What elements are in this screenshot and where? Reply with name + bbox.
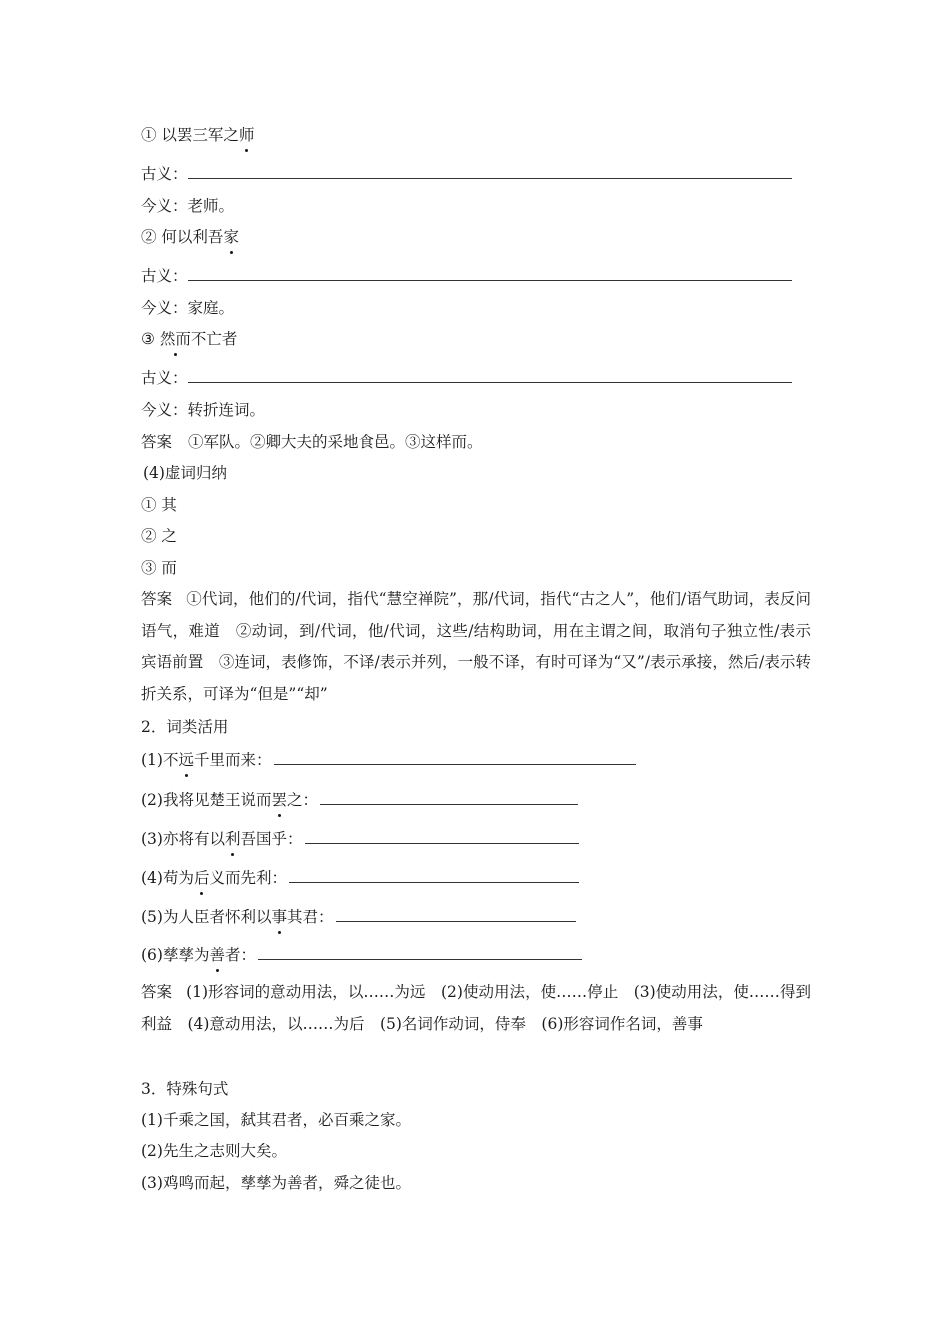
answer-1 — [141, 431, 483, 453]
answer-text: (1)形容词的意动用法，以……为远 (2)使动用法，使……停止 (3)使动用法，使……得到利益 (4)意动用法，以……为后 (5)名词作动词，侍奉 (6)形容词作名词，善事 — [141, 983, 811, 1033]
item-text: 者： — [224, 946, 256, 964]
answer-blank[interactable] — [274, 749, 636, 765]
usage-item-6 — [141, 944, 582, 966]
item-text: 其君： — [286, 908, 334, 926]
jin-label: 今义： — [141, 401, 188, 419]
jin-line-2 — [141, 297, 234, 319]
function-word-item: ③ 而 — [141, 559, 177, 577]
special-sentence: (2)先生之志则大矣。 — [141, 1142, 287, 1160]
function-word-item: ② 之 — [141, 527, 177, 545]
ancient-item-2 — [141, 226, 239, 248]
item-text: ③ — [141, 330, 160, 348]
emphasis-char: 师 — [238, 126, 255, 144]
usage-item-3 — [141, 828, 579, 850]
usage-item-2 — [141, 789, 578, 811]
gu-line-3 — [141, 367, 792, 389]
answer-blank[interactable] — [258, 944, 582, 960]
emphasis-char: 然而 — [159, 330, 191, 348]
function-word-item: ① 其 — [141, 496, 177, 514]
usage-item-4 — [141, 867, 579, 889]
item-text: (6)孳孳为 — [141, 946, 210, 964]
answer-text: ①军队。②卿大夫的采地食邑。③这样而。 — [188, 433, 483, 451]
jin-value: 家庭。 — [187, 299, 235, 317]
gu-line-1 — [141, 163, 792, 185]
jin-value: 转折连词。 — [187, 401, 266, 419]
item-text: 之： — [286, 791, 318, 809]
item-text: 不亡者 — [190, 330, 238, 348]
jin-line-3 — [141, 399, 265, 421]
answer-label: 答案 — [141, 983, 173, 1001]
item-text: (3)亦将有以 — [141, 830, 225, 848]
answer-2 — [141, 584, 811, 710]
jin-line-1 — [141, 195, 234, 217]
emphasis-char: 后 — [193, 869, 210, 887]
special-sentence: (1)千乘之国，弑其君者，必百乘之家。 — [141, 1111, 411, 1129]
answer-text: ①代词，他们的/代词，指代“慧空禅院”，那/代词，指代“古之人”，他们/语气助词，表反问语气，难道 ②动词，到/代词，他/代词，这些/结构助词，用在主谓之间，取消句子独立性/表示宾语前置 ③连词，表修饰，不译/表示并列，一般不译，有时可译为“又”/表示承接，然后/表示转折关系，可译为“但是”“却” — [141, 590, 811, 703]
item-text: (5)为人臣者怀利以 — [141, 908, 272, 926]
emphasis-char: 远 — [178, 751, 194, 769]
jin-label: 今义： — [141, 299, 188, 317]
emphasis-char: 利 — [224, 830, 241, 848]
item-text: (4)苟为 — [141, 869, 194, 887]
usage-item-1 — [141, 749, 636, 771]
usage-item-5 — [141, 906, 576, 928]
emphasis-char: 罢 — [271, 791, 287, 809]
item-text: (1)不 — [141, 751, 179, 769]
ancient-item-1 — [141, 124, 254, 146]
section-heading: 2．词类活用 — [141, 718, 229, 736]
answer-blank[interactable] — [336, 906, 576, 922]
answer-label: 答案 — [141, 433, 173, 451]
jin-value: 老师。 — [187, 197, 235, 215]
jin-label: 今义： — [141, 197, 188, 215]
answer-blank[interactable] — [305, 828, 579, 844]
gu-label: 古义： — [141, 165, 188, 183]
gu-line-2 — [141, 265, 792, 287]
answer-blank[interactable] — [289, 867, 579, 883]
answer-blank[interactable] — [188, 163, 792, 179]
gu-label: 古义： — [141, 267, 188, 285]
emphasis-char: 事 — [271, 908, 287, 926]
answer-3 — [141, 977, 811, 1040]
answer-label: 答案 — [141, 590, 173, 608]
section-heading: (4)虚词归纳 — [143, 464, 227, 482]
item-text: 千里而来： — [193, 751, 272, 769]
item-text: ② 何以利吾 — [141, 228, 224, 246]
answer-blank[interactable] — [188, 367, 792, 383]
item-text: (2)我将见楚王说而 — [141, 791, 272, 809]
gu-label: 古义： — [141, 369, 188, 387]
special-sentence: (3)鸡鸣而起，孳孳为善者，舜之徒也。 — [141, 1174, 411, 1192]
answer-blank[interactable] — [188, 265, 792, 281]
item-text: 吾国乎： — [240, 830, 303, 848]
item-text: 义而先利： — [209, 869, 287, 887]
answer-blank[interactable] — [320, 789, 578, 805]
ancient-item-3 — [141, 328, 237, 350]
emphasis-char: 善 — [209, 946, 225, 964]
emphasis-char: 家 — [223, 228, 239, 246]
item-text: ① 以罢三军之 — [141, 126, 239, 144]
section-heading: 3．特殊句式 — [141, 1080, 229, 1098]
